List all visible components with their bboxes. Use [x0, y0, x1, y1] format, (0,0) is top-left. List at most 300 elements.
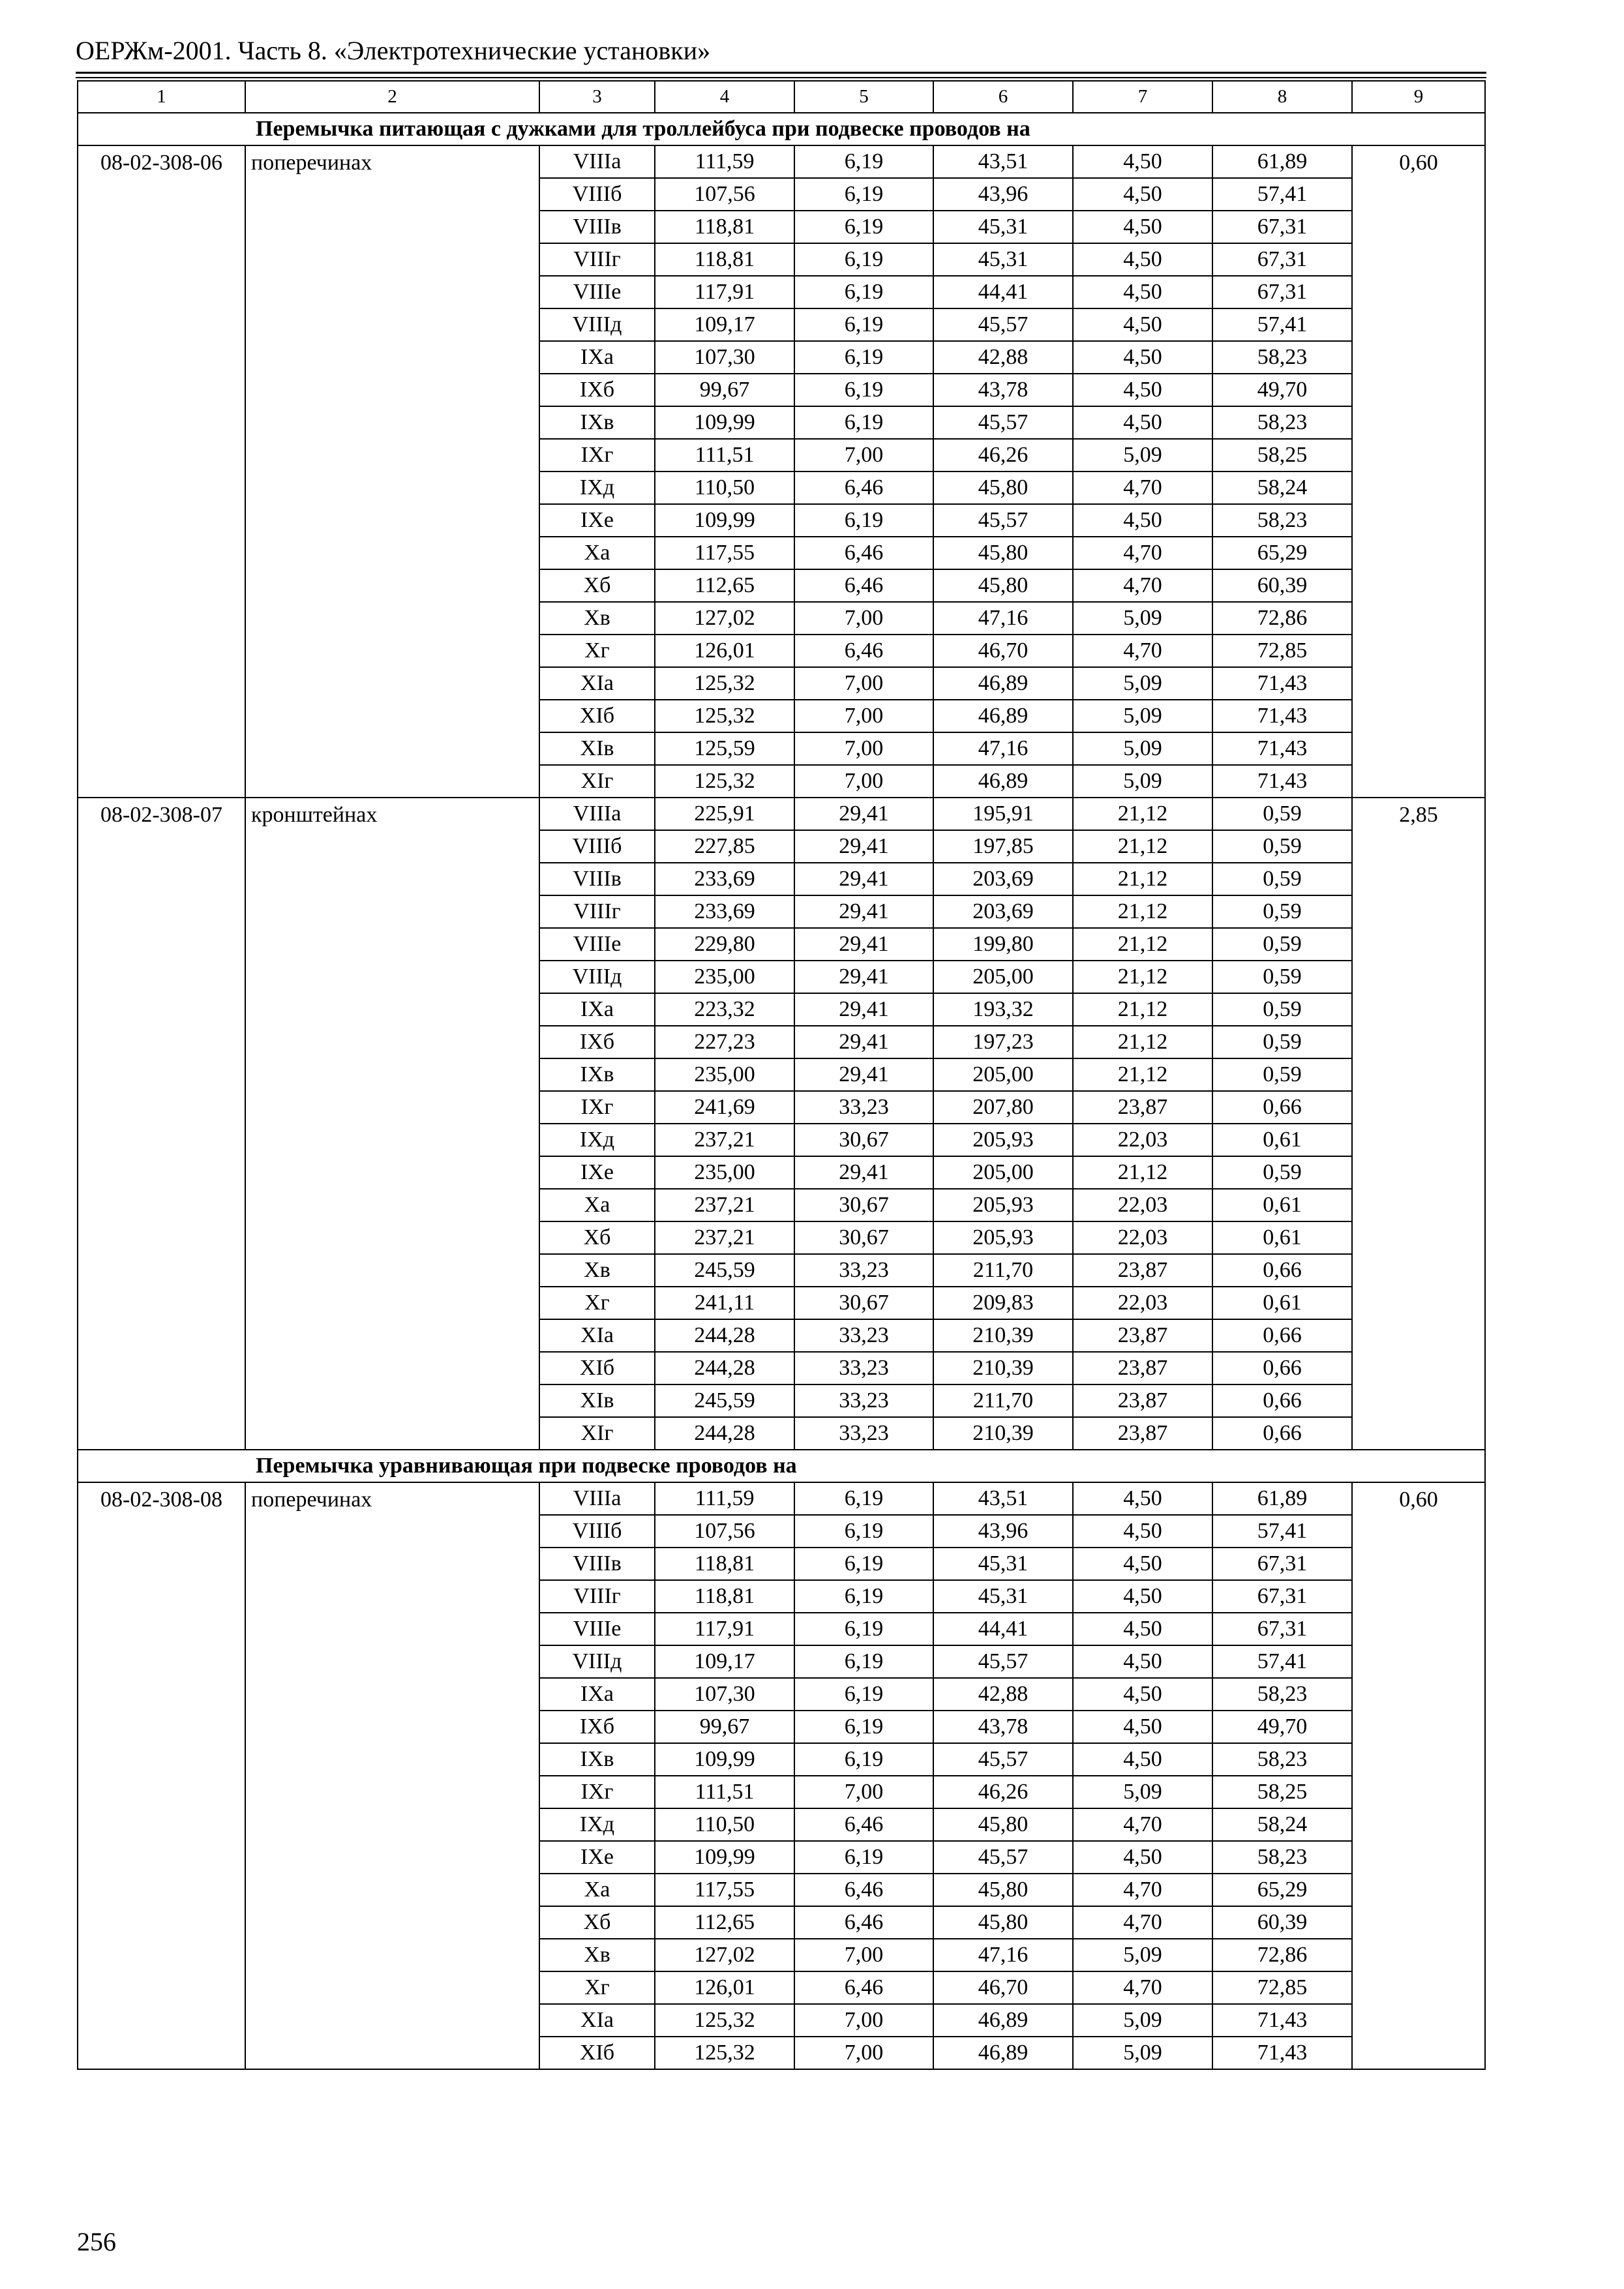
value-cell: 22,03 — [1073, 1287, 1212, 1319]
value-cell: 21,12 — [1073, 798, 1212, 830]
value-cell: 118,81 — [655, 211, 794, 243]
value-cell: 0,66 — [1212, 1319, 1352, 1352]
variant-cell: VIIIе — [539, 276, 655, 308]
rate-code: 08-02-308-08 — [78, 1482, 245, 2069]
value-cell: 46,89 — [933, 765, 1073, 798]
value-cell: 107,56 — [655, 178, 794, 211]
page-header-title: ОЕРЖм-2001. Часть 8. «Электротехнические установки» — [76, 36, 711, 65]
variant-cell: IXг — [539, 439, 655, 471]
value-cell: 5,09 — [1073, 667, 1212, 700]
value-cell: 203,69 — [933, 895, 1073, 928]
value-cell: 4,50 — [1073, 178, 1212, 211]
value-cell: 21,12 — [1073, 830, 1212, 863]
value-cell: 45,57 — [933, 406, 1073, 439]
variant-cell: VIIIг — [539, 895, 655, 928]
value-cell: 126,01 — [655, 1971, 794, 2004]
value-cell: 67,31 — [1212, 243, 1352, 276]
value-cell: 4,50 — [1073, 1841, 1212, 1874]
value-cell: 207,80 — [933, 1091, 1073, 1124]
value-cell: 0,59 — [1212, 895, 1352, 928]
value-cell: 65,29 — [1212, 537, 1352, 569]
value-cell: 205,93 — [933, 1189, 1073, 1221]
variant-cell: VIIIе — [539, 1613, 655, 1645]
value-cell: 4,70 — [1073, 1971, 1212, 2004]
value-cell: 241,11 — [655, 1287, 794, 1319]
value-cell: 5,09 — [1073, 2004, 1212, 2037]
value-cell: 45,80 — [933, 1808, 1073, 1841]
value-cell: 7,00 — [794, 667, 933, 700]
value-cell: 61,89 — [1212, 1482, 1352, 1515]
value-cell: 223,32 — [655, 993, 794, 1026]
value-cell: 4,50 — [1073, 276, 1212, 308]
value-cell: 197,23 — [933, 1026, 1073, 1058]
value-cell: 72,85 — [1212, 1971, 1352, 2004]
value-cell: 227,85 — [655, 830, 794, 863]
variant-cell: Xг — [539, 635, 655, 667]
value-cell: 71,43 — [1212, 667, 1352, 700]
variant-cell: IXб — [539, 1026, 655, 1058]
value-cell: 21,12 — [1073, 1156, 1212, 1189]
column-number: 5 — [794, 81, 933, 113]
variant-cell: VIIIе — [539, 928, 655, 961]
value-cell: 0,66 — [1212, 1254, 1352, 1287]
value-cell: 58,23 — [1212, 1841, 1352, 1874]
value-cell: 125,32 — [655, 765, 794, 798]
value-cell: 6,19 — [794, 374, 933, 406]
variant-cell: XIб — [539, 2037, 655, 2069]
table-row — [78, 1482, 1485, 1515]
value-cell: 71,43 — [1212, 765, 1352, 798]
variant-cell: IXе — [539, 504, 655, 537]
value-cell: 4,70 — [1073, 569, 1212, 602]
value-cell: 58,24 — [1212, 1808, 1352, 1841]
variant-cell: Xв — [539, 1939, 655, 1971]
variant-cell: XIа — [539, 667, 655, 700]
value-cell: 125,32 — [655, 667, 794, 700]
value-cell: 45,57 — [933, 1841, 1073, 1874]
value-cell: 127,02 — [655, 602, 794, 635]
column-number: 1 — [78, 81, 245, 113]
value-cell: 99,67 — [655, 1711, 794, 1743]
value-cell: 33,23 — [794, 1319, 933, 1352]
value-cell: 7,00 — [794, 439, 933, 471]
value-cell: 7,00 — [794, 2037, 933, 2069]
value-cell: 6,46 — [794, 471, 933, 504]
value-cell: 72,86 — [1212, 1939, 1352, 1971]
column-9-value: 0,60 — [1352, 145, 1485, 798]
value-cell: 46,89 — [933, 2037, 1073, 2069]
value-cell: 111,51 — [655, 439, 794, 471]
value-cell: 5,09 — [1073, 1939, 1212, 1971]
value-cell: 0,66 — [1212, 1352, 1352, 1384]
table-body — [78, 81, 1485, 2069]
value-cell: 205,00 — [933, 1058, 1073, 1091]
value-cell: 65,29 — [1212, 1874, 1352, 1906]
variant-cell: Xб — [539, 1221, 655, 1254]
value-cell: 205,00 — [933, 1156, 1073, 1189]
value-cell: 0,59 — [1212, 961, 1352, 993]
value-cell: 22,03 — [1073, 1124, 1212, 1156]
value-cell: 118,81 — [655, 1580, 794, 1613]
variant-cell: Xг — [539, 1287, 655, 1319]
value-cell: 6,19 — [794, 1580, 933, 1613]
value-cell: 7,00 — [794, 700, 933, 732]
value-cell: 5,09 — [1073, 765, 1212, 798]
value-cell: 112,65 — [655, 1906, 794, 1939]
variant-cell: IXг — [539, 1776, 655, 1808]
value-cell: 58,25 — [1212, 1776, 1352, 1808]
variant-cell: VIIIв — [539, 211, 655, 243]
value-cell: 0,59 — [1212, 1156, 1352, 1189]
value-cell: 22,03 — [1073, 1221, 1212, 1254]
value-cell: 5,09 — [1073, 439, 1212, 471]
value-cell: 58,24 — [1212, 471, 1352, 504]
value-cell: 23,87 — [1073, 1352, 1212, 1384]
variant-cell: VIIIд — [539, 961, 655, 993]
value-cell: 46,89 — [933, 667, 1073, 700]
value-cell: 6,19 — [794, 308, 933, 341]
value-cell: 0,59 — [1212, 863, 1352, 895]
value-cell: 203,69 — [933, 863, 1073, 895]
value-cell: 29,41 — [794, 1156, 933, 1189]
value-cell: 6,46 — [794, 1808, 933, 1841]
variant-cell: VIIIв — [539, 1548, 655, 1580]
variant-cell: VIIIа — [539, 1482, 655, 1515]
variant-cell: IXб — [539, 1711, 655, 1743]
value-cell: 7,00 — [794, 2004, 933, 2037]
value-cell: 71,43 — [1212, 2004, 1352, 2037]
value-cell: 57,41 — [1212, 308, 1352, 341]
value-cell: 4,50 — [1073, 1548, 1212, 1580]
value-cell: 46,26 — [933, 439, 1073, 471]
variant-cell: IXа — [539, 993, 655, 1026]
value-cell: 45,57 — [933, 504, 1073, 537]
value-cell: 29,41 — [794, 798, 933, 830]
value-cell: 117,91 — [655, 1613, 794, 1645]
value-cell: 6,19 — [794, 243, 933, 276]
value-cell: 210,39 — [933, 1319, 1073, 1352]
value-cell: 6,19 — [794, 211, 933, 243]
variant-cell: XIв — [539, 1384, 655, 1417]
value-cell: 45,31 — [933, 1548, 1073, 1580]
value-cell: 5,09 — [1073, 732, 1212, 765]
variant-cell: IXа — [539, 1678, 655, 1711]
variant-cell: Xб — [539, 1906, 655, 1939]
section-title: Перемычка уравнивающая при подвеске проводов на — [78, 1450, 1485, 1482]
value-cell: 6,19 — [794, 341, 933, 374]
value-cell: 4,50 — [1073, 145, 1212, 178]
value-cell: 6,46 — [794, 1906, 933, 1939]
value-cell: 125,32 — [655, 2004, 794, 2037]
value-cell: 29,41 — [794, 863, 933, 895]
value-cell: 46,70 — [933, 1971, 1073, 2004]
value-cell: 111,51 — [655, 1776, 794, 1808]
value-cell: 117,55 — [655, 537, 794, 569]
value-cell: 199,80 — [933, 928, 1073, 961]
value-cell: 4,70 — [1073, 635, 1212, 667]
value-cell: 33,23 — [794, 1417, 933, 1450]
value-cell: 7,00 — [794, 765, 933, 798]
value-cell: 7,00 — [794, 1939, 933, 1971]
value-cell: 227,23 — [655, 1026, 794, 1058]
value-cell: 49,70 — [1212, 374, 1352, 406]
value-cell: 4,70 — [1073, 1808, 1212, 1841]
value-cell: 6,19 — [794, 276, 933, 308]
value-cell: 58,23 — [1212, 504, 1352, 537]
section-title: Перемычка питающая с дужками для троллейбуса при подвеске проводов на — [78, 113, 1485, 145]
variant-cell: IXг — [539, 1091, 655, 1124]
value-cell: 46,89 — [933, 700, 1073, 732]
value-cell: 33,23 — [794, 1254, 933, 1287]
value-cell: 43,78 — [933, 1711, 1073, 1743]
value-cell: 0,59 — [1212, 1026, 1352, 1058]
value-cell: 126,01 — [655, 635, 794, 667]
column-9-value: 0,60 — [1352, 1482, 1485, 2069]
value-cell: 5,09 — [1073, 700, 1212, 732]
value-cell: 109,17 — [655, 308, 794, 341]
column-number: 9 — [1352, 81, 1485, 113]
variant-cell: XIб — [539, 1352, 655, 1384]
value-cell: 6,46 — [794, 635, 933, 667]
value-cell: 6,19 — [794, 1482, 933, 1515]
table-row — [78, 798, 1485, 830]
value-cell: 4,50 — [1073, 211, 1212, 243]
value-cell: 6,19 — [794, 1743, 933, 1776]
section-title-row — [78, 113, 1485, 145]
variant-cell: IXв — [539, 1743, 655, 1776]
value-cell: 71,43 — [1212, 732, 1352, 765]
value-cell: 57,41 — [1212, 178, 1352, 211]
value-cell: 241,69 — [655, 1091, 794, 1124]
value-cell: 4,50 — [1073, 406, 1212, 439]
variant-cell: IXв — [539, 1058, 655, 1091]
header-rule — [76, 72, 1486, 74]
value-cell: 109,99 — [655, 504, 794, 537]
variant-cell: XIг — [539, 1417, 655, 1450]
value-cell: 0,59 — [1212, 798, 1352, 830]
value-cell: 6,46 — [794, 1874, 933, 1906]
value-cell: 30,67 — [794, 1287, 933, 1319]
value-cell: 7,00 — [794, 732, 933, 765]
value-cell: 4,50 — [1073, 308, 1212, 341]
value-cell: 23,87 — [1073, 1417, 1212, 1450]
value-cell: 109,99 — [655, 406, 794, 439]
variant-cell: VIIIг — [539, 243, 655, 276]
value-cell: 43,51 — [933, 145, 1073, 178]
value-cell: 245,59 — [655, 1254, 794, 1287]
value-cell: 127,02 — [655, 1939, 794, 1971]
value-cell: 233,69 — [655, 895, 794, 928]
value-cell: 6,19 — [794, 145, 933, 178]
value-cell: 111,59 — [655, 145, 794, 178]
value-cell: 22,03 — [1073, 1189, 1212, 1221]
value-cell: 58,23 — [1212, 341, 1352, 374]
variant-cell: XIв — [539, 732, 655, 765]
rate-code: 08-02-308-07 — [78, 798, 245, 1450]
value-cell: 6,19 — [794, 1841, 933, 1874]
value-cell: 109,99 — [655, 1743, 794, 1776]
value-cell: 6,19 — [794, 1548, 933, 1580]
value-cell: 205,93 — [933, 1221, 1073, 1254]
value-cell: 57,41 — [1212, 1515, 1352, 1548]
variant-cell: VIIIа — [539, 798, 655, 830]
column-number: 8 — [1212, 81, 1352, 113]
value-cell: 45,80 — [933, 471, 1073, 504]
column-number: 2 — [245, 81, 539, 113]
value-cell: 235,00 — [655, 961, 794, 993]
value-cell: 4,50 — [1073, 504, 1212, 537]
value-cell: 235,00 — [655, 1058, 794, 1091]
value-cell: 197,85 — [933, 830, 1073, 863]
value-cell: 5,09 — [1073, 602, 1212, 635]
value-cell: 6,19 — [794, 1515, 933, 1548]
variant-cell: VIIIб — [539, 1515, 655, 1548]
value-cell: 107,30 — [655, 341, 794, 374]
value-cell: 237,21 — [655, 1189, 794, 1221]
variant-cell: Xа — [539, 1189, 655, 1221]
value-cell: 6,46 — [794, 1971, 933, 2004]
column-number: 4 — [655, 81, 794, 113]
value-cell: 67,31 — [1212, 1613, 1352, 1645]
value-cell: 21,12 — [1073, 895, 1212, 928]
variant-cell: VIIIб — [539, 830, 655, 863]
variant-cell: VIIIв — [539, 863, 655, 895]
value-cell: 67,31 — [1212, 1548, 1352, 1580]
value-cell: 0,61 — [1212, 1124, 1352, 1156]
rates-table — [77, 80, 1486, 2070]
column-number: 3 — [539, 81, 655, 113]
value-cell: 205,00 — [933, 961, 1073, 993]
value-cell: 67,31 — [1212, 276, 1352, 308]
value-cell: 110,50 — [655, 471, 794, 504]
value-cell: 4,50 — [1073, 1678, 1212, 1711]
value-cell: 210,39 — [933, 1352, 1073, 1384]
variant-cell: IXе — [539, 1156, 655, 1189]
value-cell: 237,21 — [655, 1221, 794, 1254]
value-cell: 45,80 — [933, 569, 1073, 602]
value-cell: 23,87 — [1073, 1319, 1212, 1352]
value-cell: 45,80 — [933, 537, 1073, 569]
value-cell: 6,19 — [794, 178, 933, 211]
value-cell: 46,89 — [933, 2004, 1073, 2037]
value-cell: 58,23 — [1212, 406, 1352, 439]
value-cell: 4,50 — [1073, 374, 1212, 406]
column-number: 6 — [933, 81, 1073, 113]
value-cell: 205,93 — [933, 1124, 1073, 1156]
value-cell: 0,66 — [1212, 1091, 1352, 1124]
value-cell: 21,12 — [1073, 961, 1212, 993]
value-cell: 4,50 — [1073, 1645, 1212, 1678]
value-cell: 43,51 — [933, 1482, 1073, 1515]
value-cell: 109,99 — [655, 1841, 794, 1874]
variant-cell: XIа — [539, 2004, 655, 2037]
value-cell: 235,00 — [655, 1156, 794, 1189]
variant-cell: Xг — [539, 1971, 655, 2004]
value-cell: 29,41 — [794, 830, 933, 863]
value-cell: 45,57 — [933, 1743, 1073, 1776]
rate-description: кронштейнах — [245, 798, 539, 1450]
value-cell: 21,12 — [1073, 1058, 1212, 1091]
rate-description: поперечинах — [245, 1482, 539, 2069]
value-cell: 23,87 — [1073, 1254, 1212, 1287]
variant-cell: IXе — [539, 1841, 655, 1874]
column-9-value: 2,85 — [1352, 798, 1485, 1450]
variant-cell: IXа — [539, 341, 655, 374]
value-cell: 4,70 — [1073, 471, 1212, 504]
value-cell: 57,41 — [1212, 1645, 1352, 1678]
value-cell: 29,41 — [794, 928, 933, 961]
column-number: 7 — [1073, 81, 1212, 113]
value-cell: 117,55 — [655, 1874, 794, 1906]
value-cell: 109,17 — [655, 1645, 794, 1678]
value-cell: 21,12 — [1073, 928, 1212, 961]
value-cell: 21,12 — [1073, 993, 1212, 1026]
value-cell: 6,19 — [794, 406, 933, 439]
value-cell: 7,00 — [794, 602, 933, 635]
value-cell: 21,12 — [1073, 863, 1212, 895]
value-cell: 4,50 — [1073, 243, 1212, 276]
value-cell: 6,19 — [794, 1678, 933, 1711]
value-cell: 42,88 — [933, 1678, 1073, 1711]
section-title-row — [78, 1450, 1485, 1482]
value-cell: 4,50 — [1073, 1580, 1212, 1613]
value-cell: 112,65 — [655, 569, 794, 602]
value-cell: 67,31 — [1212, 1580, 1352, 1613]
value-cell: 6,19 — [794, 1613, 933, 1645]
value-cell: 211,70 — [933, 1384, 1073, 1417]
value-cell: 118,81 — [655, 243, 794, 276]
variant-cell: Xв — [539, 1254, 655, 1287]
value-cell: 4,50 — [1073, 1613, 1212, 1645]
rate-description: поперечинах — [245, 145, 539, 798]
value-cell: 118,81 — [655, 1548, 794, 1580]
value-cell: 110,50 — [655, 1808, 794, 1841]
variant-cell: VIIIг — [539, 1580, 655, 1613]
value-cell: 23,87 — [1073, 1091, 1212, 1124]
value-cell: 0,61 — [1212, 1287, 1352, 1319]
header-rule — [76, 77, 1486, 78]
value-cell: 125,59 — [655, 732, 794, 765]
page-number: 256 — [77, 2227, 116, 2256]
value-cell: 107,30 — [655, 1678, 794, 1711]
value-cell: 23,87 — [1073, 1384, 1212, 1417]
value-cell: 29,41 — [794, 961, 933, 993]
value-cell: 72,85 — [1212, 635, 1352, 667]
value-cell: 44,41 — [933, 276, 1073, 308]
value-cell: 45,57 — [933, 308, 1073, 341]
value-cell: 6,46 — [794, 569, 933, 602]
column-number-row — [78, 81, 1485, 113]
value-cell: 0,61 — [1212, 1221, 1352, 1254]
variant-cell: VIIIд — [539, 308, 655, 341]
variant-cell: VIIIд — [539, 1645, 655, 1678]
value-cell: 4,50 — [1073, 1743, 1212, 1776]
value-cell: 4,70 — [1073, 537, 1212, 569]
value-cell: 225,91 — [655, 798, 794, 830]
rate-code: 08-02-308-06 — [78, 145, 245, 798]
value-cell: 0,66 — [1212, 1417, 1352, 1450]
value-cell: 5,09 — [1073, 2037, 1212, 2069]
value-cell: 45,57 — [933, 1645, 1073, 1678]
value-cell: 58,23 — [1212, 1678, 1352, 1711]
value-cell: 58,25 — [1212, 439, 1352, 471]
value-cell: 21,12 — [1073, 1026, 1212, 1058]
value-cell: 45,31 — [933, 211, 1073, 243]
value-cell: 58,23 — [1212, 1743, 1352, 1776]
value-cell: 0,66 — [1212, 1384, 1352, 1417]
variant-cell: IXд — [539, 1124, 655, 1156]
variant-cell: Xб — [539, 569, 655, 602]
